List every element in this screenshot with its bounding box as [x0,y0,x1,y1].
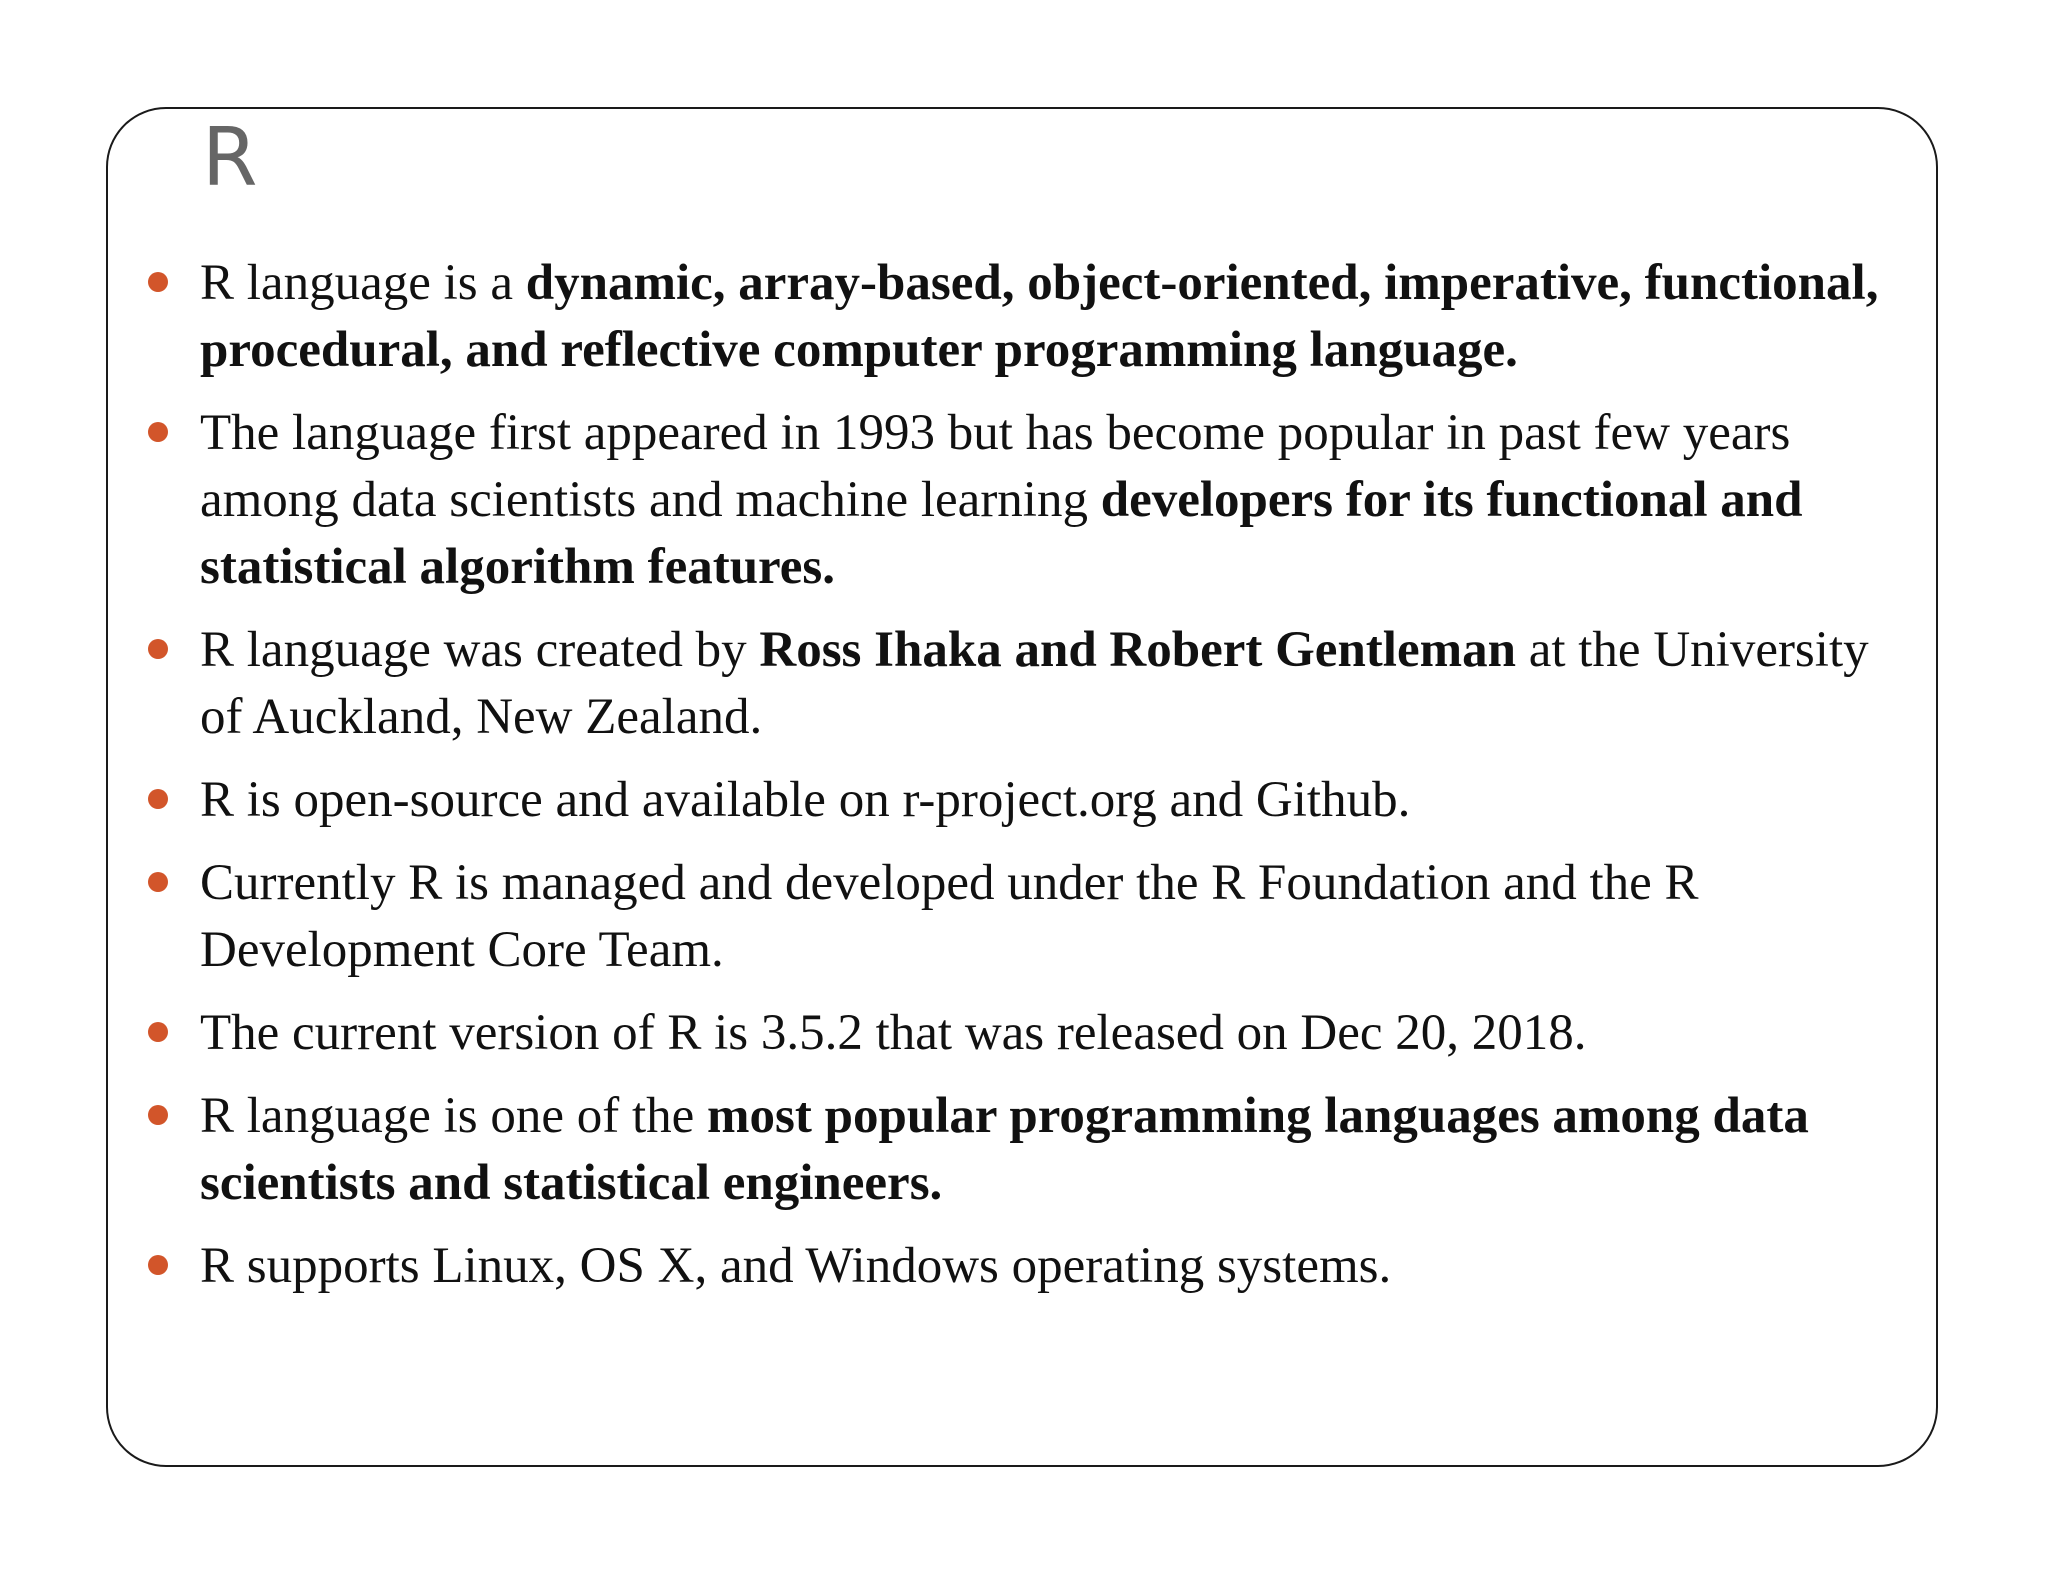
bullet-text: The current version of R is 3.5.2 that was released on Dec 20, 2018. [200,1005,1587,1061]
bullet-text-bold: developers for its functional and statistical algorithm features. [200,472,1803,595]
bullet-text: R is open-source and available on r-project.org and Github. [200,772,1411,828]
bullet-item [200,767,1900,834]
bullet-dot-icon [148,872,168,892]
slide-title: R [202,111,258,204]
bullet-text: R language was created by [200,622,760,678]
bullet-item [200,1000,1900,1067]
bullet-text: Currently R is managed and developed under the R Foundation and the R Development Core Team. [200,855,1699,978]
bullet-item [200,400,1900,601]
bullet-item [200,1233,1900,1300]
bullet-text: R language is a [200,255,526,311]
bullet-text: at the University of Auckland, New Zealand. [200,622,1869,745]
bullet-item [200,250,1900,384]
bullet-text: The language first appeared in 1993 but has become popular in past few years among data scientists and machine learning [200,405,1791,528]
bullet-text-bold: Ross Ihaka and Robert Gentleman [759,622,1516,678]
bullet-text: R language is one of the [200,1088,708,1144]
bullet-dot-icon [148,272,168,292]
bullet-dot-icon [148,1105,168,1125]
bullet-dot-icon [148,422,168,442]
bullet-item [200,1083,1900,1217]
bullet-list [200,250,1900,1316]
bullet-item [200,850,1900,984]
bullet-item [200,617,1900,751]
bullet-dot-icon [148,1022,168,1042]
bullet-text-bold: dynamic, array-based, object-oriented, imperative, functional, procedural, and reflective computer programming language. [200,255,1879,378]
bullet-dot-icon [148,639,168,659]
bullet-dot-icon [148,1255,168,1275]
bullet-text-bold: most popular programming languages among data scientists and statistical engineers. [200,1088,1809,1211]
bullet-text: R supports Linux, OS X, and Windows operating systems. [200,1238,1392,1294]
bullet-dot-icon [148,789,168,809]
